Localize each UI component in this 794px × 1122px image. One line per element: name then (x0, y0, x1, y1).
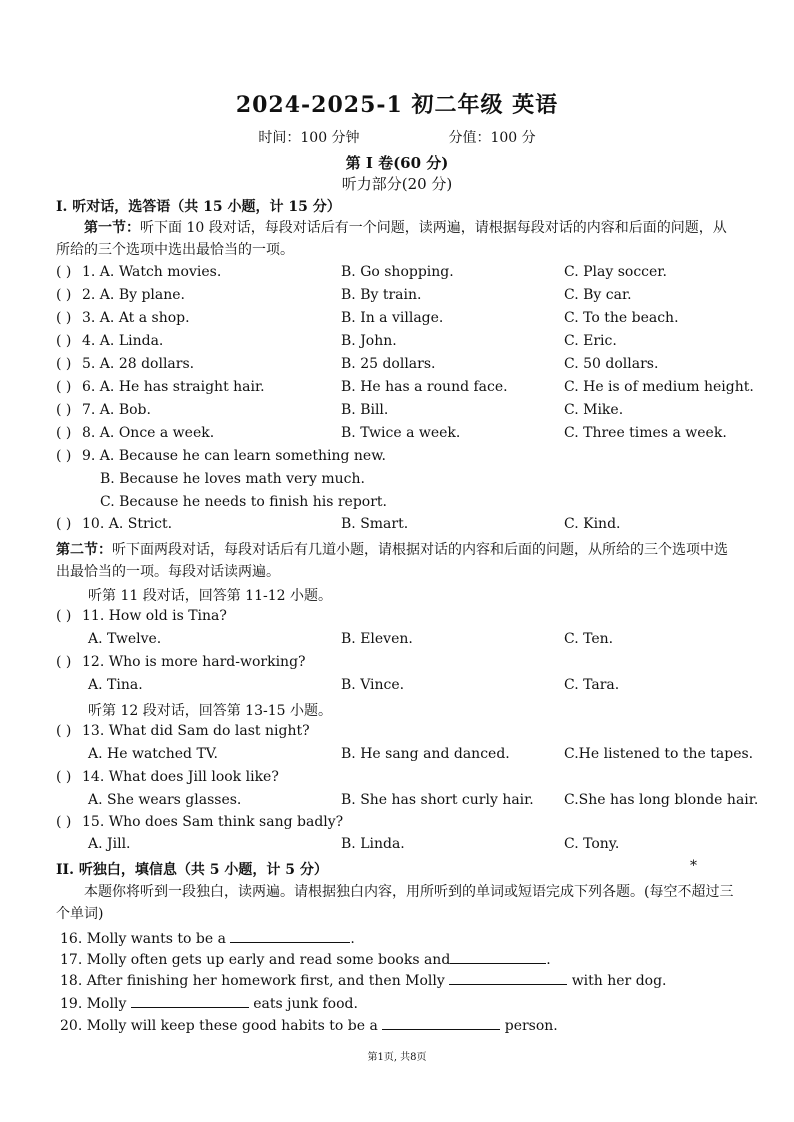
question-row (56, 402, 746, 424)
option-a: 7. A. Bob. (82, 402, 151, 418)
option-a: 2. A. By plane. (82, 287, 186, 303)
answer-blank[interactable] (382, 1015, 500, 1030)
item-text-after: eats junk food. (253, 996, 358, 1012)
item-text-after: person. (504, 1018, 558, 1034)
question-row (56, 769, 746, 791)
answer-paren[interactable]: ( ) (56, 814, 72, 830)
option-c: C. 50 dollars. (564, 356, 659, 372)
question-row (56, 356, 746, 378)
item-number: 16. (60, 931, 83, 947)
section2-text: 听下面两段对话，每段对话后有几道小题，请根据对话的内容和后面的问题，从所给的三个选项中选出最恰当的一项。每段对话读两遍。 (56, 542, 728, 580)
option-b: B. 25 dollars. (341, 356, 436, 372)
question-row (56, 814, 746, 836)
question-row (56, 654, 746, 676)
answer-blank[interactable] (131, 993, 249, 1008)
option-a: 9. A. Because he can learn something new. (82, 448, 386, 464)
option-b: B. John. (341, 333, 397, 349)
question-text: 12. Who is more hard-working? (82, 654, 306, 670)
option-a: A. He watched TV. (88, 746, 218, 762)
answer-paren[interactable]: ( ) (56, 287, 72, 303)
question-row (56, 677, 746, 699)
answer-paren[interactable]: ( ) (56, 333, 72, 349)
exam-title: 2024-2025-1 初二年级 英语 (235, 92, 559, 118)
option-c: C. Play soccer. (564, 264, 667, 280)
option-c: C. Ten. (564, 631, 614, 647)
exam-meta (0, 127, 794, 147)
option-a: 6. A. He has straight hair. (82, 379, 265, 395)
section1-label: 第一节： (84, 220, 140, 236)
section2-label: 第二节： (56, 542, 112, 558)
volume-title: 第 I 卷(60 分) (345, 154, 449, 172)
question-row (56, 631, 746, 653)
question-row (56, 379, 754, 401)
exam-score: 分值：100 分 (448, 130, 536, 146)
option-a: 5. A. 28 dollars. (82, 356, 195, 372)
answer-paren[interactable]: ( ) (56, 425, 72, 441)
answer-paren[interactable]: ( ) (56, 448, 72, 464)
question-text: 13. What did Sam do last night? (82, 723, 310, 739)
question-row (56, 746, 754, 768)
option-b: B. Bill. (341, 402, 389, 418)
option-b: B. He sang and danced. (341, 746, 510, 762)
answer-paren[interactable]: ( ) (56, 516, 72, 532)
question-row (56, 836, 746, 858)
answer-paren[interactable]: ( ) (56, 654, 72, 670)
option-b: B. Vince. (341, 677, 405, 693)
option-a: A. Jill. (88, 836, 131, 852)
fill-item (60, 993, 358, 1012)
option-b: B. Go shopping. (341, 264, 454, 280)
option-b: B. Eleven. (341, 631, 413, 647)
option-a: A. Tina. (88, 677, 143, 693)
answer-blank[interactable] (449, 970, 567, 985)
option-c: C. To the beach. (564, 310, 679, 326)
question-row (56, 723, 746, 745)
answer-paren[interactable]: ( ) (56, 264, 72, 280)
item-text-after: . (546, 952, 551, 968)
dialog11-note: 听第 11 段对话，回答第 11-12 小题。 (88, 588, 332, 604)
section2-instructions (56, 539, 740, 583)
answer-blank[interactable] (230, 928, 350, 943)
option-c: C.She has long blonde hair. (564, 792, 759, 808)
option-a: 4. A. Linda. (82, 333, 164, 349)
option-c: C. Tony. (564, 836, 620, 852)
option-c: C. He is of medium height. (564, 379, 754, 395)
option-a: 1. A. Watch movies. (82, 264, 222, 280)
option-c: C. Because he needs to finish his report. (100, 494, 387, 510)
option-c: C. Tara. (564, 677, 620, 693)
answer-paren[interactable]: ( ) (56, 356, 72, 372)
listening-title: 听力部分(20 分) (341, 175, 453, 193)
option-c: C. Kind. (564, 516, 621, 532)
item-text-before: Molly often gets up early and read some books and (86, 952, 451, 968)
dialog12-note: 听第 12 段对话，回答第 13-15 小题。 (88, 703, 332, 719)
option-b: B. Linda. (341, 836, 405, 852)
page-footer: 第1页, 共8页 (367, 1052, 427, 1063)
item-number: 20. (60, 1018, 83, 1034)
part2-instructions: 本题你将听到一段独白，读两遍。请根据独白内容，用所听到的单词或短语完成下列各题。(每空不超过三个单词) (56, 884, 734, 922)
option-b: B. She has short curly hair. (341, 792, 534, 808)
item-text-after: . (350, 931, 355, 947)
option-a: 8. A. Once a week. (82, 425, 215, 441)
option-a: A. She wears glasses. (88, 792, 242, 808)
option-c: C. Mike. (564, 402, 624, 418)
question-row (56, 471, 746, 493)
answer-paren[interactable]: ( ) (56, 402, 72, 418)
question-row (56, 310, 746, 332)
part2-heading: II. 听独白，填信息（共 5 小题，计 5 分） (56, 862, 328, 878)
section1-instructions (56, 217, 740, 261)
option-a: 3. A. At a shop. (82, 310, 190, 326)
item-number: 17. (60, 952, 83, 968)
fill-item (60, 949, 551, 968)
answer-paren[interactable]: ( ) (56, 769, 72, 785)
option-c: C. By car. (564, 287, 632, 303)
option-b: B. Twice a week. (341, 425, 461, 441)
question-row (56, 333, 746, 355)
question-row (56, 516, 746, 538)
exam-time: 时间：100 分钟 (258, 130, 360, 146)
question-text: 11. How old is Tina? (82, 608, 227, 624)
question-text: 15. Who does Sam think sang badly? (82, 814, 344, 830)
item-text-before: After finishing her homework first, and then Molly (86, 973, 445, 989)
question-row (56, 792, 759, 814)
item-text-before: Molly (86, 996, 127, 1012)
option-b: B. Smart. (341, 516, 409, 532)
question-row (56, 448, 746, 470)
question-row (56, 608, 746, 630)
item-number: 19. (60, 996, 83, 1012)
item-number: 18. (60, 973, 83, 989)
question-row (56, 264, 746, 286)
option-b: B. By train. (341, 287, 422, 303)
option-b: B. Because he loves math very much. (100, 471, 365, 487)
fill-item (60, 1015, 558, 1034)
item-text-before: Molly wants to be a (86, 931, 226, 947)
fill-item (60, 928, 355, 947)
option-b: B. In a village. (341, 310, 444, 326)
option-b: B. He has a round face. (341, 379, 508, 395)
option-a: 10. A. Strict. (82, 516, 173, 532)
answer-paren[interactable]: ( ) (56, 723, 72, 739)
option-c: C.He listened to the tapes. (564, 746, 754, 762)
question-row (56, 425, 746, 447)
option-a: A. Twelve. (88, 631, 162, 647)
question-row (56, 494, 746, 516)
answer-paren[interactable]: ( ) (56, 608, 72, 624)
section1-text: 听下面 10 段对话，每段对话后有一个问题，读两遍，请根据每段对话的内容和后面的问题，从所给的三个选项中选出最恰当的一项。 (56, 220, 727, 258)
option-c: C. Eric. (564, 333, 617, 349)
answer-blank[interactable] (450, 949, 546, 964)
item-text-before: Molly will keep these good habits to be a (86, 1018, 378, 1034)
answer-paren[interactable]: ( ) (56, 379, 72, 395)
question-row (56, 287, 746, 309)
part1-heading: I. 听对话，选答语（共 15 小题，计 15 分） (56, 199, 341, 215)
option-c: C. Three times a week. (564, 425, 727, 441)
item-text-after: with her dog. (571, 973, 667, 989)
fill-item (60, 970, 667, 989)
star-mark: * (690, 858, 697, 874)
question-text: 14. What does Jill look like? (82, 769, 279, 785)
answer-paren[interactable]: ( ) (56, 310, 72, 326)
